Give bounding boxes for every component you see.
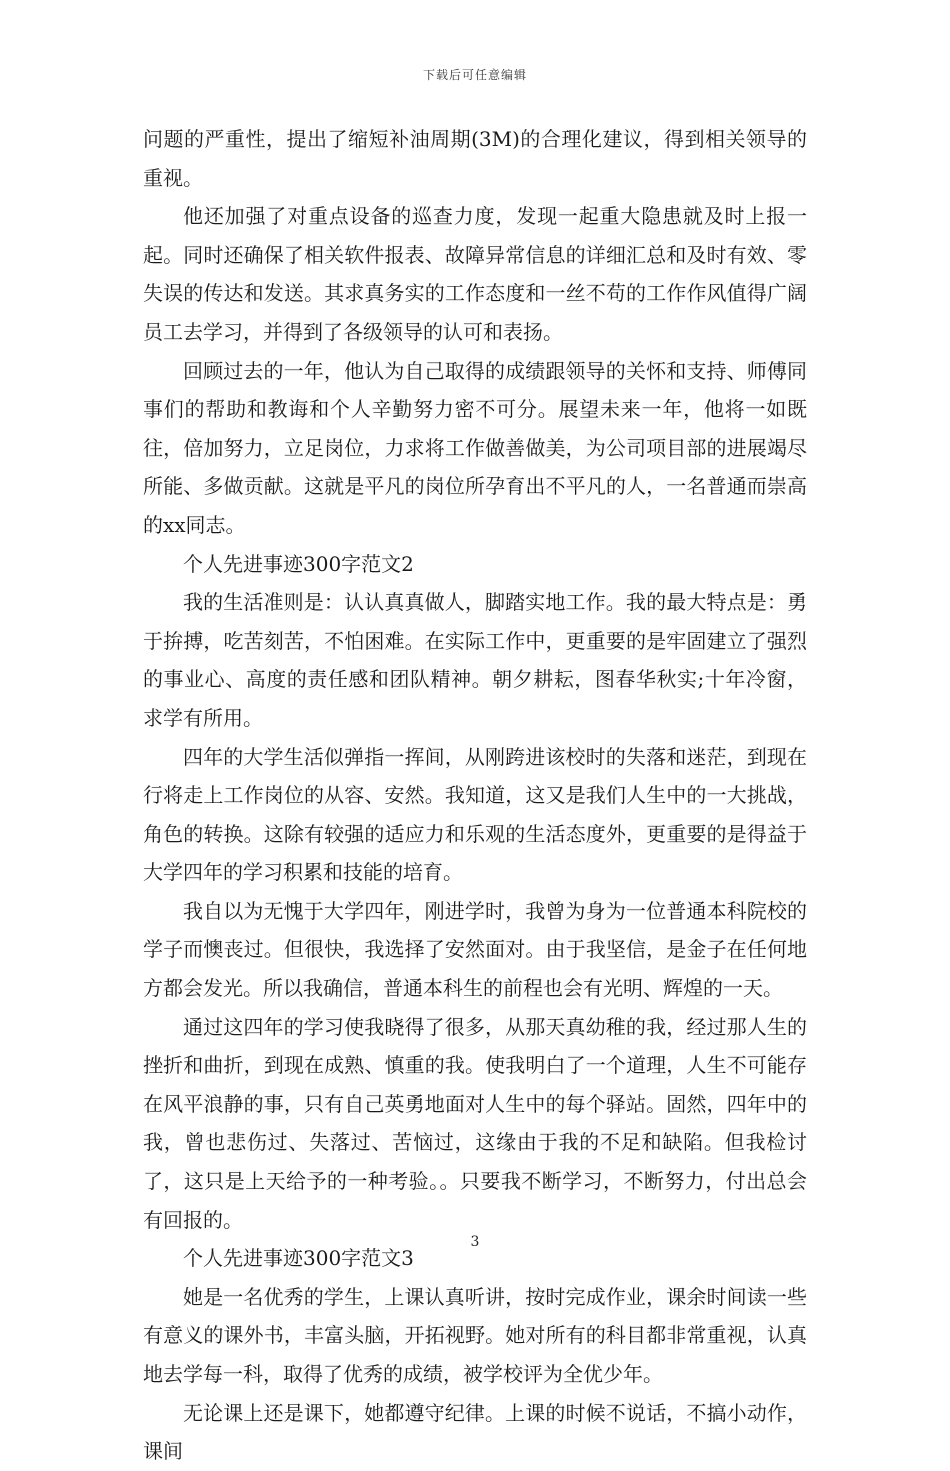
section-heading: 个人先进事迹300字范文3 — [183, 1246, 414, 1271]
section-heading: 个人先进事迹300字范文2 — [183, 551, 414, 576]
paragraph: 无论课上还是课下，她都遵守纪律。上课的时候不说话，不搞小动作，课间 — [143, 1400, 807, 1464]
paragraph: 四年的大学生活似弹指一挥间，从刚跨进该校时的失落和迷茫，到现在行将走上工作岗位的从容、安然。我知道，这又是我们人生中的一大挑战，角色的转换。这除有较强的适应力和乐观的生活态度外，更重要的是得益于大学四年的学习积累和技能的培育。 — [143, 744, 807, 885]
paragraph: 他还加强了对重点设备的巡查力度，发现一起重大隐患就及时上报一起。同时还确保了相关软件报表、故障异常信息的详细汇总和及时有效、零失误的传达和发送。其求真务实的工作态度和一丝不苟的工作作风值得广阔员工去学习，并得到了各级领导的认可和表扬。 — [143, 204, 807, 344]
document-body — [143, 120, 807, 1471]
paragraph: 我的生活准则是：认认真真做人，脚踏实地工作。我的最大特点是：勇于拚搏，吃苦刻苦，不怕困难。在实际工作中，更重要的是牢固建立了强烈的事业心、高度的责任感和团队精神。朝夕耕耘，图春华秋实;十年冷窗，求学有所用。 — [143, 590, 807, 730]
page-header: 下载后可任意编辑 — [422, 68, 527, 82]
paragraph: 她是一名优秀的学生，上课认真听讲，按时完成作业，课余时间读一些有意义的课外书，丰富头脑，开拓视野。她对所有的科目都非常重视，认真地去学每一科，取得了优秀的成绩，被学校评为全优少年。 — [143, 1284, 807, 1386]
paragraph: 问题的严重性，提出了缩短补油周期(3M)的合理化建议，得到相关领导的重视。 — [143, 127, 807, 190]
paragraph: 回顾过去的一年，他认为自己取得的成绩跟领导的关怀和支持、师傅同事们的帮助和教诲和个人辛勤努力密不可分。展望未来一年，他将一如既往，倍加努力，立足岗位，力求将工作做善做美，为公司项目部的进展竭尽所能、多做贡献。这就是平凡的岗位所孕育出不平凡的人，一名普通而崇高的xx同志。 — [143, 358, 807, 537]
paragraph: 我自以为无愧于大学四年，刚进学时，我曾为身为一位普通本科院校的学子而懊丧过。但很快，我选择了安然面对。由于我坚信，是金子在任何地方都会发光。所以我确信，普通本科生的前程也会有光明、辉煌的一天。 — [143, 898, 807, 1001]
page-number: 3 — [470, 1234, 480, 1250]
paragraph: 通过这四年的学习使我晓得了很多，从那天真幼稚的我，经过那人生的挫折和曲折，到现在成熟、慎重的我。使我明白了一个道理，人生不可能存在风平浪静的事，只有自己英勇地面对人生中的每个驿站。固然，四年中的我，曾也悲伤过、失落过、苦恼过，这缘由于我的不足和缺陷。但我检讨了，这只是上天给予的一种考验。。只要我不断学习，不断努力，付出总会有回报的。 — [143, 1014, 807, 1232]
